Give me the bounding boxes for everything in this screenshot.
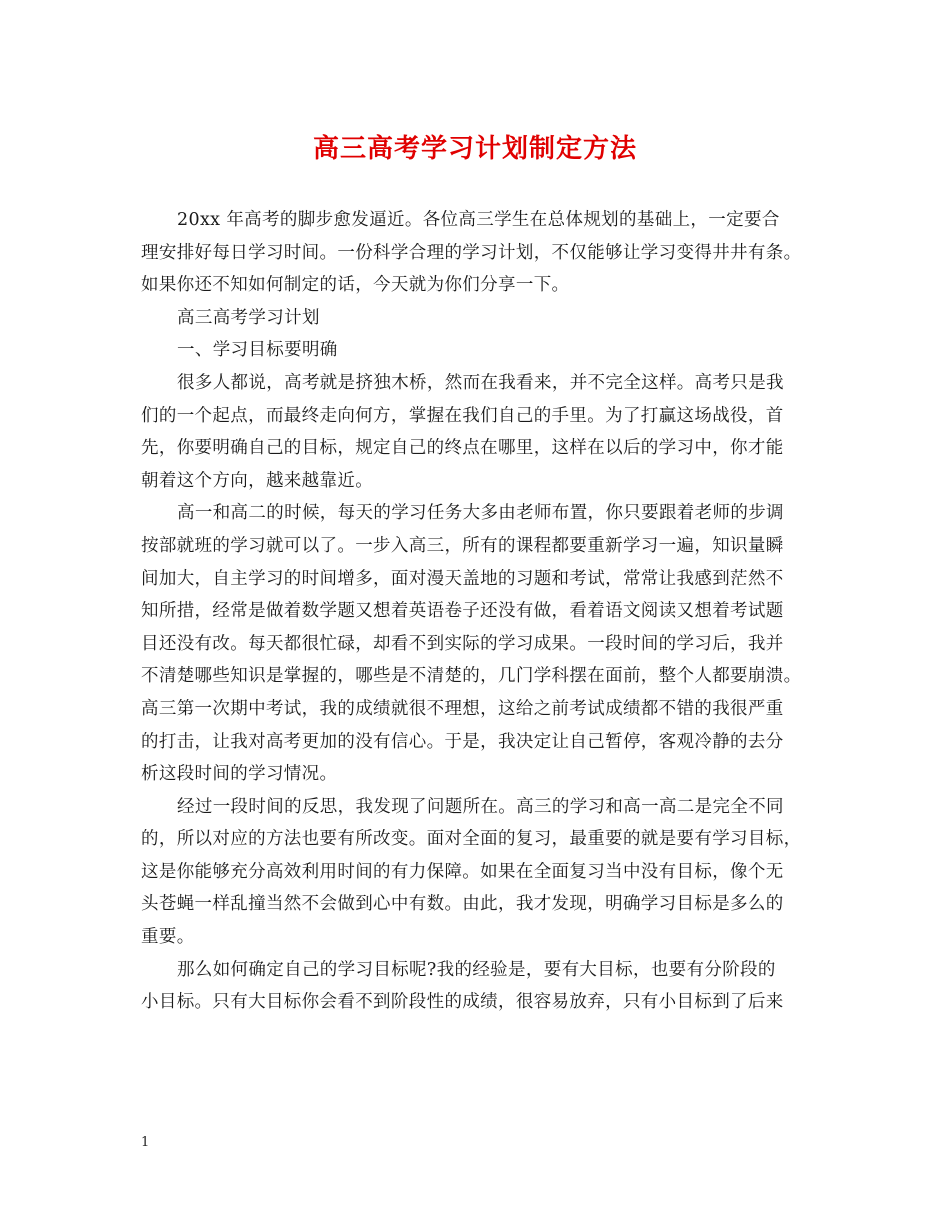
text-line: 们的一个起点，而最终走向何方，掌握在我们自己的手里。为了打赢这场战役，首 (141, 405, 784, 426)
text-line: 小目标。只有大目标你会看不到阶段性的成绩，很容易放弃，只有小目标到了后来 (141, 992, 784, 1013)
text-line: 这是你能够充分高效利用时间的有力保障。如果在全面复习当中没有目标，像个无 (141, 861, 784, 882)
text-line: 间加大，自主学习的时间增多，面对漫天盖地的习题和考试，常常让我感到茫然不 (141, 568, 784, 589)
text-line: 按部就班的学习就可以了。一步入高三，所有的课程都要重新学习一遍，知识量瞬 (141, 535, 784, 556)
document-title: 高三高考学习计划制定方法 (312, 134, 637, 164)
text-line: 高一和高二的时候，每天的学习任务大多由老师布置，你只要跟着老师的步调 (177, 503, 784, 524)
text-line: 先，你要明确自己的目标，规定自己的终点在哪里，这样在以后的学习中，你才能 (141, 438, 784, 459)
text-line: 不清楚哪些知识是掌握的，哪些是不清楚的，几门学科摆在面前，整个人都要崩溃。 (141, 666, 802, 687)
text-line: 经过一段时间的反思，我发现了问题所在。高三的学习和高一高二是完全不同 (177, 796, 784, 817)
subsection-heading: 一、学习目标要明确 (177, 340, 338, 361)
text-line: 朝着这个方向，越来越靠近。 (141, 470, 374, 491)
text-line: 知所措，经常是做着数学题又想着英语卷子还没有做，看着语文阅读又想着考试题 (141, 601, 784, 622)
section-heading: 高三高考学习计划 (177, 307, 320, 328)
text-line: 理安排好每日学习时间。一份科学合理的学习计划，不仅能够让学习变得井井有条。 (141, 242, 802, 263)
text-line: 析这段时间的学习情况。 (141, 764, 338, 785)
page-number: 1 (141, 1135, 150, 1150)
text-line: 高三第一次期中考试，我的成绩就很不理想，这给之前考试成绩都不错的我很严重 (141, 698, 784, 719)
text-line: 如果你还不知如何制定的话，今天就为你们分享一下。 (141, 275, 570, 296)
text-line: 很多人都说，高考就是挤独木桥，然而在我看来，并不完全这样。高考只是我 (177, 372, 784, 393)
text-line: 那么如何确定自己的学习目标呢?我的经验是，要有大目标，也要有分阶段的 (177, 959, 776, 980)
text-line: 的打击，让我对高考更加的没有信心。于是，我决定让自己暂停，客观冷静的去分 (141, 731, 784, 752)
document-body (141, 204, 809, 1019)
text-line: 20xx 年高考的脚步愈发逼近。各位高三学生在总体规划的基础上，一定要合 (177, 210, 780, 230)
text-line: 重要。 (141, 927, 195, 948)
text-line: 头苍蝇一样乱撞当然不会做到心中有数。由此，我才发现，明确学习目标是多么的 (141, 894, 784, 915)
text-line: 目还没有改。每天都很忙碌，却看不到实际的学习成果。一段时间的学习后，我并 (141, 633, 784, 654)
text-line: 的，所以对应的方法也要有所改变。面对全面的复习，最重要的就是要有学习目标， (141, 829, 802, 850)
